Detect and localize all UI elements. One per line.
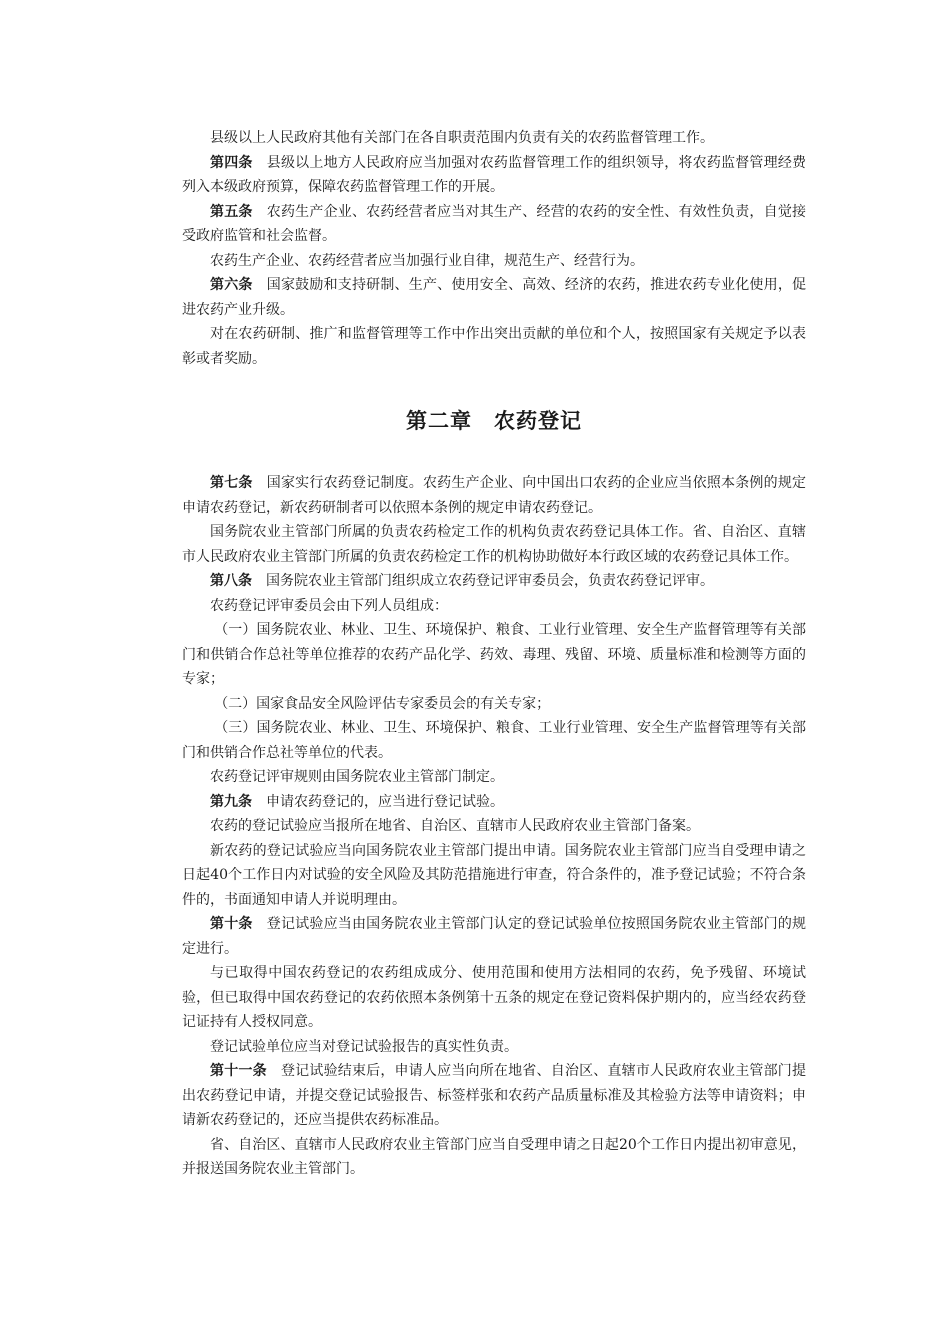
article-10-label: 第十条 (210, 916, 253, 932)
paragraph-6-text: 对在农药研制、推广和监督管理等工作中作出突出贡献的单位和个人，按照国家有关规定予以表彰或者奖励。 (182, 326, 806, 367)
paragraph-17-text: 新农药的登记试验应当向国务院农业主管部门提出申请。国务院农业主管部门应当自受理申请之日起40个工作日内对试验的安全风险及其防范措施进行审查，符合条件的，准予登记试验；不符合条件的，书面通知申请人并说明理由。 (182, 842, 806, 908)
paragraph-22 (182, 1133, 806, 1182)
paragraph-16-text: 农药的登记试验应当报所在地省、自治区、直辖市人民政府农业主管部门备案。 (210, 818, 700, 834)
article-8-label: 第八条 (210, 573, 252, 589)
article-4-text: 县级以上地方人民政府应当加强对农药监督管理工作的组织领导，将农药监督管理经费列入本级政府预算，保障农药监督管理工作的开展。 (182, 154, 807, 195)
article-7-label: 第七条 (210, 475, 253, 491)
list-item-1-text: （一）国务院农业、林业、卫生、环境保护、粮食、工业行业管理、安全生产监督管理等有关部门和供销合作总社等单位推荐的农药产品化学、药效、毒理、残留、环境、质量标准和检测等方面的专家； (182, 622, 806, 687)
article-9-text: 申请农药登记的，应当进行登记试验。 (266, 793, 504, 810)
paragraph-20 (182, 1035, 806, 1060)
paragraph-8 (182, 520, 806, 569)
article-6-text: 国家鼓励和支持研制、生产、使用安全、高效、经济的农药，推进农药专业化使用，促进农药产业升级。 (182, 277, 807, 318)
article-9 (182, 790, 806, 815)
article-10-text: 登记试验应当由国务院农业主管部门认定的登记试验单位按照国务院农业主管部门的规定进行。 (182, 916, 807, 957)
article-6 (182, 273, 806, 322)
article-10 (182, 912, 806, 961)
paragraph-8-text: 国务院农业主管部门所属的负责农药检定工作的机构负责农药登记具体工作。省、自治区、直辖市人民政府农业主管部门所属的负责农药检定工作的机构协助做好本行政区域的农药登记具体工作。 (182, 524, 806, 565)
article-5 (182, 200, 806, 249)
paragraph-22-text: 省、自治区、直辖市人民政府农业主管部门应当自受理申请之日起20个工作日内提出初审意见，并报送国务院农业主管部门。 (182, 1136, 806, 1177)
document-page (182, 126, 806, 1182)
list-item-2-text: （二）国家食品安全风险评估专家委员会的有关专家； (214, 695, 551, 712)
article-6-label: 第六条 (210, 277, 253, 293)
list-item-3 (182, 716, 806, 765)
paragraph-19-text: 与已取得中国农药登记的农药组成成分、使用范围和使用方法相同的农药，免予残留、环境试验，但已取得中国农药登记的农药依照本条例第十五条的规定在登记资料保护期内的，应当经农药登记证持有人授权同意。 (182, 965, 806, 1030)
article-11-label: 第十一条 (210, 1063, 267, 1079)
paragraph-17 (182, 839, 806, 913)
article-5-text: 农药生产企业、农药经营者应当对其生产、经营的农药的安全性、有效性负责，自觉接受政府监管和社会监督。 (182, 203, 807, 244)
list-item-2 (182, 692, 806, 717)
article-7 (182, 471, 806, 520)
paragraph-6 (182, 322, 806, 371)
article-11 (182, 1059, 806, 1133)
article-4-label: 第四条 (210, 154, 253, 171)
paragraph-1 (182, 126, 806, 151)
article-5-label: 第五条 (210, 203, 253, 220)
article-8 (182, 569, 806, 594)
paragraph-16 (182, 814, 806, 839)
paragraph-14-text: 农药登记评审规则由国务院农业主管部门制定。 (210, 769, 504, 785)
article-11-text: 登记试验结束后，申请人应当向所在地省、自治区、直辖市人民政府农业主管部门提出农药登记申请，并提交登记试验报告、标签样张和农药产品质量标准及其检验方法等申请资料；申请新农药登记的，还应当提供农药标准品。 (182, 1063, 807, 1128)
article-4 (182, 151, 806, 200)
paragraph-1-text: 县级以上人民政府其他有关部门在各自职责范围内负责有关的农药监督管理工作。 (210, 130, 714, 146)
paragraph-19 (182, 961, 806, 1035)
chapter-title: 第二章 农药登记 (406, 408, 582, 433)
paragraph-10-text: 农药登记评审委员会由下列人员组成： (210, 597, 448, 614)
paragraph-4-text: 农药生产企业、农药经营者应当加强行业自律，规范生产、经营行为。 (210, 252, 644, 269)
paragraph-20-text: 登记试验单位应当对登记试验报告的真实性负责。 (210, 1038, 518, 1055)
paragraph-14 (182, 765, 806, 790)
article-8-text: 国务院农业主管部门组织成立农药登记评审委员会，负责农药登记评审。 (266, 573, 714, 589)
paragraph-4 (182, 249, 806, 274)
list-item-1 (182, 618, 806, 692)
article-9-label: 第九条 (210, 793, 252, 810)
article-7-text: 国家实行农药登记制度。农药生产企业、向中国出口农药的企业应当依照本条例的规定申请农药登记，新农药研制者可以依照本条例的规定申请农药登记。 (182, 475, 807, 516)
list-item-3-text: （三）国务院农业、林业、卫生、环境保护、粮食、工业行业管理、安全生产监督管理等有关部门和供销合作总社等单位的代表。 (182, 720, 806, 761)
paragraph-10 (182, 594, 806, 619)
